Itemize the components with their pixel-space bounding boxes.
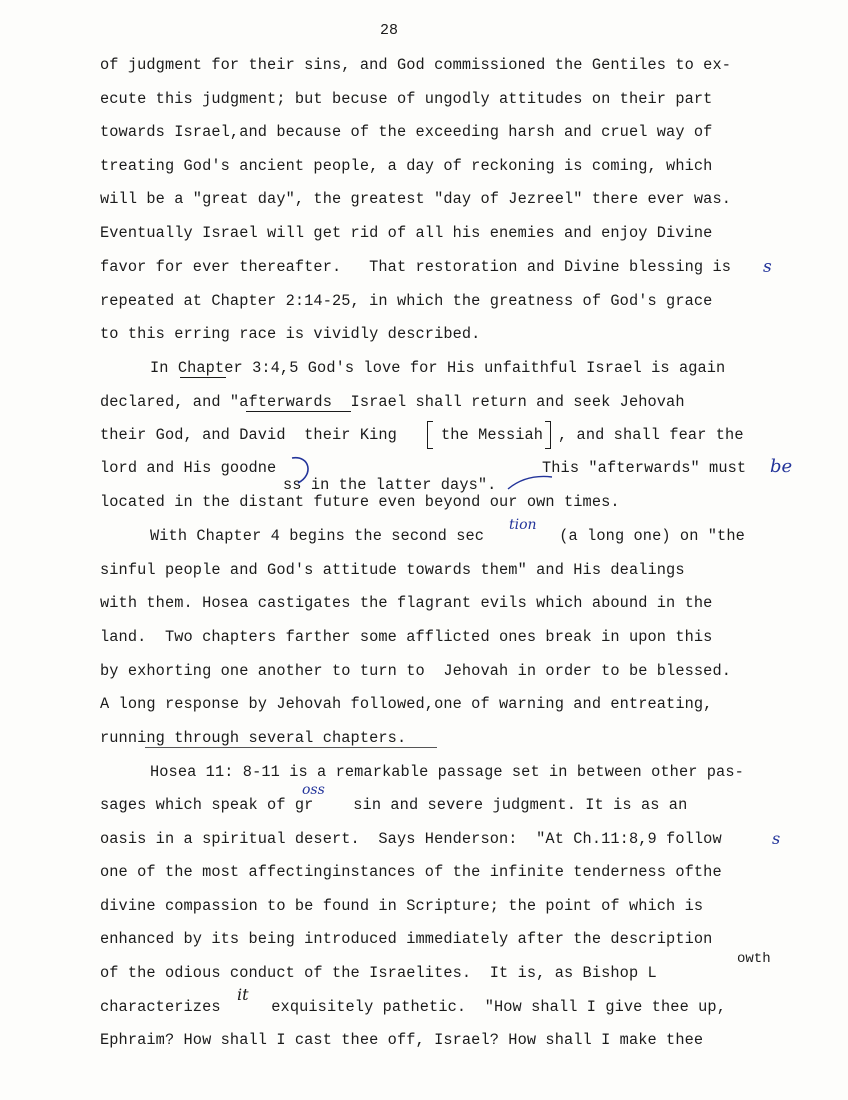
- text-line: land. Two chapters farther some afflicted ones break in upon this: [100, 628, 713, 646]
- text-line: (a long one) on "the: [550, 527, 745, 545]
- typed-correction: owth: [737, 951, 771, 967]
- text-line: towards Israel,and because of the exceeding harsh and cruel way of: [100, 123, 713, 141]
- text-line: with them. Hosea castigates the flagrant evils which abound in the: [100, 594, 713, 612]
- text-line: declared, and "afterwards Israel shall return and seek Jehovah: [100, 393, 685, 411]
- text-line: of judgment for their sins, and God commissioned the Gentiles to ex-: [100, 56, 732, 74]
- text-line: exquisitely pathetic. "How shall I give thee up,: [262, 998, 726, 1016]
- page-number: 28: [380, 22, 399, 39]
- text-line: favor for ever thereafter. That restoration and Divine blessing is: [100, 258, 732, 276]
- left-bracket: [427, 421, 433, 449]
- text-line: located in the distant future even beyond our own times.: [100, 493, 620, 511]
- text-line: the Messiah: [441, 426, 544, 444]
- text-line: divine compassion to be found in Scripture; the point of which is: [100, 897, 704, 915]
- text-line: repeated at Chapter 2:14-25, in which the greatness of God's grace: [100, 292, 713, 310]
- text-line: sin and severe judgment. It is as an: [344, 796, 688, 814]
- text-line: sinful people and God's attitude towards them" and His dealings: [100, 561, 685, 579]
- handwritten-correction: it: [237, 985, 249, 1004]
- handwritten-correction: be: [770, 456, 793, 477]
- text-line: In Chapter 3:4,5 God's love for His unfaithful Israel is again: [150, 359, 726, 377]
- handwritten-correction: s: [772, 829, 781, 848]
- text-line: Hosea 11: 8-11 is a remarkable passage set in between other pas-: [150, 763, 744, 781]
- text-line: With Chapter 4 begins the second sec: [150, 527, 485, 545]
- text-line: , and shall fear the: [558, 426, 744, 444]
- handwritten-correction: s: [763, 257, 772, 277]
- text-line: to this erring race is vividly described.: [100, 325, 481, 343]
- text-line: oasis in a spiritual desert. Says Henderson: "At Ch.11:8,9 follow: [100, 830, 722, 848]
- underline-mark: [246, 411, 351, 412]
- text-line: by exhorting one another to turn to Jehovah in order to be blessed.: [100, 662, 732, 680]
- text-line: Eventually Israel will get rid of all his enemies and enjoy Divine: [100, 224, 713, 242]
- inserted-typed-line: ss in the latter days".: [283, 476, 497, 494]
- text-line: treating God's ancient people, a day of reckoning is coming, which: [100, 157, 713, 175]
- text-line: enhanced by its being introduced immediately after the description: [100, 930, 713, 948]
- text-line: one of the most affectinginstances of the infinite tenderness ofthe: [100, 863, 722, 881]
- text-line: their God, and David their King: [100, 426, 397, 444]
- text-line: sages which speak of gr: [100, 796, 314, 814]
- text-line: Ephraim? How shall I cast thee off, Israel? How shall I make thee: [100, 1031, 704, 1049]
- text-line: characterizes: [100, 998, 230, 1016]
- underline-mark: [180, 377, 226, 378]
- text-line: A long response by Jehovah followed,one of warning and entreating,: [100, 695, 713, 713]
- text-line: of the odious conduct of the Israelites. It is, as Bishop L: [100, 964, 657, 982]
- text-line: lord and His goodne: [100, 459, 277, 477]
- handwritten-correction: tion: [509, 517, 537, 533]
- text-line: running through several chapters.: [100, 729, 407, 747]
- underline-mark: [145, 747, 437, 748]
- handwritten-correction: oss: [302, 782, 325, 798]
- text-line: will be a "great day", the greatest "day of Jezreel" there ever was.: [100, 190, 732, 208]
- text-line: ecute this judgment; but becuse of ungodly attitudes on their part: [100, 90, 713, 108]
- text-line: This "afterwards" must: [542, 459, 747, 477]
- right-bracket: [545, 421, 551, 449]
